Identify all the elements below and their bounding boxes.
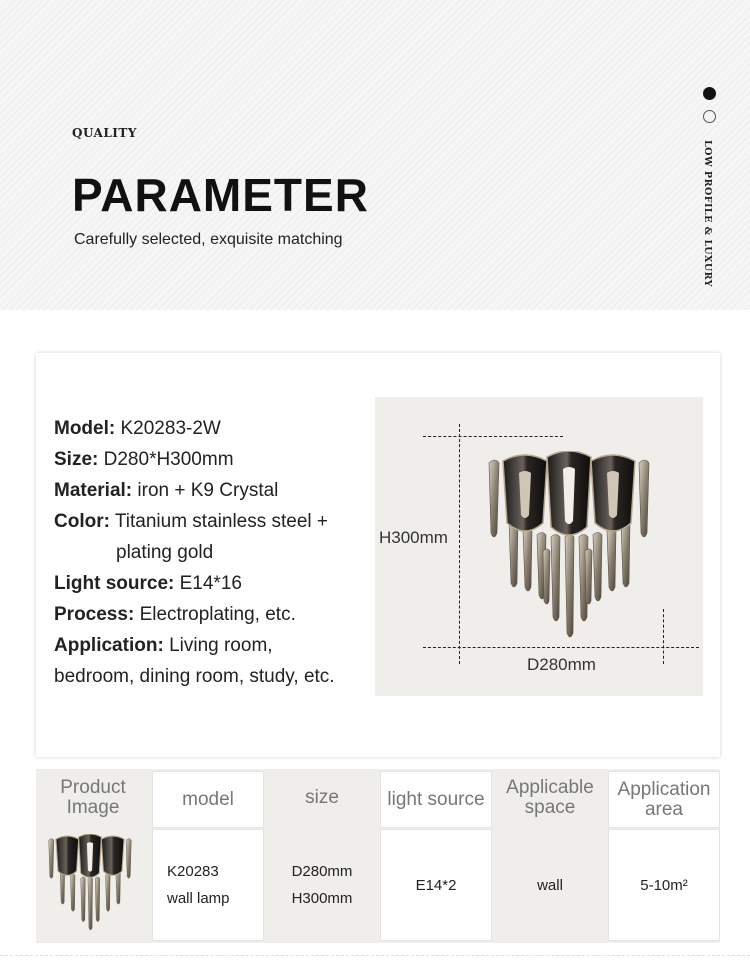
spec-application-value: Living room, bbox=[169, 635, 273, 656]
th-area-line1: Application bbox=[617, 778, 711, 800]
td-model bbox=[152, 829, 264, 941]
product-thumbnail bbox=[42, 834, 138, 932]
spec-material-value: iron + K9 Crystal bbox=[137, 480, 279, 501]
spec-list bbox=[54, 413, 374, 692]
dim-line-right bbox=[663, 609, 664, 664]
steel-shields bbox=[503, 451, 635, 535]
th-model: model bbox=[152, 771, 264, 828]
spec-light-source bbox=[54, 568, 374, 599]
spec-application-label: Application: bbox=[54, 635, 164, 656]
page-subtitle: Carefully selected, exquisite matching bbox=[74, 231, 343, 248]
dim-line-bottom bbox=[423, 647, 699, 648]
dim-line-top bbox=[423, 436, 563, 437]
td-model-line2: wall lamp bbox=[167, 890, 230, 907]
spec-application bbox=[54, 630, 374, 661]
width-dimension-label: D280mm bbox=[527, 655, 596, 674]
td-light-source: E14*2 bbox=[380, 829, 492, 941]
spec-material bbox=[54, 475, 374, 506]
th-product-image-line1: Product bbox=[60, 776, 126, 798]
header-banner bbox=[0, 0, 750, 310]
spec-card bbox=[36, 353, 720, 757]
td-size-line1: D280mm bbox=[291, 863, 353, 880]
th-product-image-line2: Image bbox=[66, 796, 120, 818]
dimension-diagram bbox=[375, 397, 703, 696]
spec-model-value: K20283-2W bbox=[120, 418, 221, 439]
th-space-line2: space bbox=[524, 796, 576, 818]
height-dimension-label: H300mm bbox=[379, 528, 448, 547]
spec-size bbox=[54, 444, 374, 475]
th-size: size bbox=[305, 786, 339, 808]
th-application-area bbox=[608, 771, 720, 828]
spec-color-label: Color: bbox=[54, 511, 110, 532]
td-size-line2: H300mm bbox=[291, 890, 353, 907]
spec-model bbox=[54, 413, 374, 444]
td-model-line1: K20283 bbox=[167, 863, 219, 880]
wall-lamp-image bbox=[481, 451, 657, 641]
section-kicker: QUALITY bbox=[72, 126, 137, 140]
side-slogan: LOW PROFILE & LUXURY bbox=[702, 140, 713, 288]
spec-material-label: Material: bbox=[54, 480, 133, 501]
spec-light-value: E14*16 bbox=[179, 573, 242, 594]
th-product-image bbox=[36, 769, 150, 826]
spec-process-label: Process: bbox=[54, 604, 135, 625]
page-title: PARAMETER bbox=[72, 169, 369, 221]
spec-color-value: Titanium stainless steel + bbox=[114, 511, 329, 532]
spec-size-label: Size: bbox=[54, 449, 99, 470]
th-area-line2: area bbox=[644, 798, 683, 820]
spec-process bbox=[54, 599, 374, 630]
bottom-divider bbox=[0, 955, 750, 956]
td-size bbox=[266, 829, 378, 941]
pager-dot-active[interactable] bbox=[703, 87, 716, 100]
spec-size-value: D280*H300mm bbox=[103, 449, 234, 470]
td-application-area: 5-10m² bbox=[608, 829, 720, 941]
spec-process-value: Electroplating, etc. bbox=[139, 604, 296, 625]
th-applicable-space bbox=[494, 769, 606, 826]
spec-color bbox=[54, 506, 374, 568]
td-applicable-space: wall bbox=[537, 876, 563, 894]
spec-color-value-cont: plating gold bbox=[116, 542, 214, 563]
spec-application-cont: bedroom, dining room, study, etc. bbox=[54, 666, 335, 687]
th-light-source: light source bbox=[380, 771, 492, 828]
th-space-line1: Applicable bbox=[506, 776, 594, 798]
spec-light-label: Light source: bbox=[54, 573, 175, 594]
dim-line-height bbox=[459, 424, 460, 664]
pager-dot-inactive[interactable] bbox=[703, 110, 716, 123]
spec-model-label: Model: bbox=[54, 418, 116, 439]
